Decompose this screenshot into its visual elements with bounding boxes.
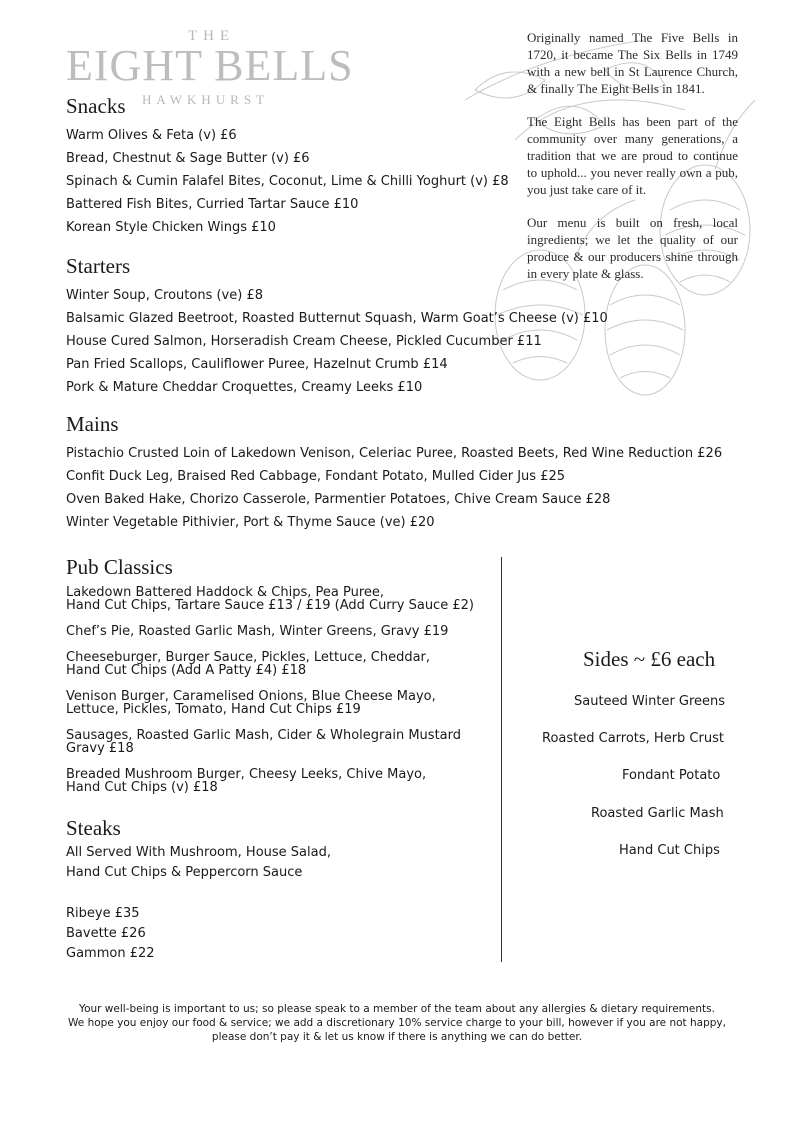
intro-paragraph: Our menu is built on fresh, local ingredients; we let the quality of our produce & our producers shine through in every plate & glass. bbox=[527, 215, 738, 281]
starters-heading: Starters bbox=[66, 254, 131, 278]
menu-item: Spinach & Cumin Falafel Bites, Coconut, Lime & Chilli Yoghurt (v) £8 bbox=[66, 174, 509, 189]
menu-item bbox=[66, 625, 474, 638]
menu-item-line: Hand Cut Chips, Tartare Sauce £13 / £19 (Add Curry Sauce £2) bbox=[66, 598, 474, 613]
side-item: Hand Cut Chips bbox=[619, 843, 720, 858]
menu-item: Bread, Chestnut & Sage Butter (v) £6 bbox=[66, 151, 310, 166]
side-item: Sauteed Winter Greens bbox=[574, 694, 726, 709]
footer-note bbox=[60, 1002, 734, 1044]
logo-place: HAWKHURST bbox=[142, 92, 270, 107]
footer-line: Your well-being is important to us; so please speak to a member of the team about any allergies & dietary requirements. bbox=[79, 1003, 715, 1015]
menu-item: Pork & Mature Cheddar Croquettes, Creamy Leeks £10 bbox=[66, 380, 423, 395]
mains-list bbox=[66, 442, 722, 534]
menu-item bbox=[66, 651, 474, 677]
menu-item: Winter Vegetable Pithivier, Port & Thyme Sauce (ve) £20 bbox=[66, 515, 435, 530]
menu-item-line: Lettuce, Pickles, Tomato, Hand Cut Chips £19 bbox=[66, 702, 361, 717]
menu-item: Korean Style Chicken Wings £10 bbox=[66, 220, 276, 235]
mains-heading: Mains bbox=[66, 412, 119, 436]
steaks-note-line: Hand Cut Chips & Peppercorn Sauce bbox=[66, 865, 303, 880]
menu-item-line: Breaded Mushroom Burger, Cheesy Leeks, Chive Mayo, bbox=[66, 767, 427, 782]
intro-paragraph: Originally named The Five Bells in 1720, it became The Six Bells in 1749 with a new bell in St Laurence Church, & finally The Eight Bells in 1841. bbox=[527, 30, 738, 96]
menu-item: Pistachio Crusted Loin of Lakedown Venison, Celeriac Puree, Roasted Beets, Red Wine Reduction £26 bbox=[66, 446, 723, 461]
snacks-heading: Snacks bbox=[66, 94, 126, 118]
menu-item bbox=[66, 690, 474, 716]
footer-line: We hope you enjoy our food & service; we add a discretionary 10% service charge to your bill, however if you are not happy, bbox=[68, 1017, 726, 1029]
intro-paragraph: The Eight Bells has been part of the community over many generations, a tradition that we are proud to continue to uphold... you never really own a pub, you just take care of it. bbox=[527, 114, 738, 197]
menu-item-line: Chef’s Pie, Roasted Garlic Mash, Winter Greens, Gravy £19 bbox=[66, 624, 449, 639]
steaks-heading: Steaks bbox=[66, 816, 121, 840]
menu-item: Pan Fried Scallops, Cauliflower Puree, Hazelnut Crumb £14 bbox=[66, 357, 448, 372]
menu-item bbox=[66, 768, 474, 794]
menu-item: Winter Soup, Croutons (ve) £8 bbox=[66, 288, 263, 303]
pub-classics-list bbox=[66, 586, 474, 807]
menu-item-line: Hand Cut Chips (v) £18 bbox=[66, 780, 218, 795]
menu-item: Gammon £22 bbox=[66, 946, 155, 961]
menu-item: Balsamic Glazed Beetroot, Roasted Butternut Squash, Warm Goat’s Cheese (v) £10 bbox=[66, 311, 608, 326]
intro-text bbox=[527, 29, 738, 298]
menu-item: Warm Olives & Feta (v) £6 bbox=[66, 128, 237, 143]
side-item: Roasted Garlic Mash bbox=[591, 806, 724, 821]
snacks-list bbox=[66, 124, 509, 239]
menu-item: Bavette £26 bbox=[66, 926, 146, 941]
steaks-note-line: All Served With Mushroom, House Salad, bbox=[66, 845, 331, 860]
steaks-note bbox=[66, 843, 331, 883]
menu-item-line: Hand Cut Chips (Add A Patty £4) £18 bbox=[66, 663, 307, 678]
menu-item-line: Sausages, Roasted Garlic Mash, Cider & Wholegrain Mustard bbox=[66, 728, 462, 743]
column-divider bbox=[501, 557, 502, 962]
logo-name: EIGHT BELLS bbox=[66, 41, 354, 90]
footer-line: please don’t pay it & let us know if there is anything we can do better. bbox=[211, 1031, 583, 1043]
menu-item-line: Venison Burger, Caramelised Onions, Blue Cheese Mayo, bbox=[66, 689, 436, 704]
starters-list bbox=[66, 284, 608, 399]
menu-item: House Cured Salmon, Horseradish Cream Cheese, Pickled Cucumber £11 bbox=[66, 334, 542, 349]
menu-item bbox=[66, 586, 474, 612]
menu-item-line: Lakedown Battered Haddock & Chips, Pea Puree, bbox=[66, 585, 385, 600]
menu-item: Oven Baked Hake, Chorizo Casserole, Parmentier Potatoes, Chive Cream Sauce £28 bbox=[66, 492, 611, 507]
side-item: Roasted Carrots, Herb Crust bbox=[542, 731, 724, 746]
menu-item: Battered Fish Bites, Curried Tartar Sauce £10 bbox=[66, 197, 359, 212]
menu-item bbox=[66, 729, 474, 755]
sides-heading: Sides ~ £6 each bbox=[583, 647, 716, 671]
pub-classics-heading: Pub Classics bbox=[66, 555, 173, 579]
menu-item-line: Gravy £18 bbox=[66, 741, 134, 756]
steaks-list bbox=[66, 904, 155, 964]
menu-item: Ribeye £35 bbox=[66, 906, 140, 921]
logo-the: THE bbox=[188, 28, 236, 44]
menu-item-line: Cheeseburger, Burger Sauce, Pickles, Lettuce, Cheddar, bbox=[66, 650, 431, 665]
side-item: Fondant Potato bbox=[622, 768, 721, 783]
menu-item: Confit Duck Leg, Braised Red Cabbage, Fondant Potato, Mulled Cider Jus £25 bbox=[66, 469, 566, 484]
